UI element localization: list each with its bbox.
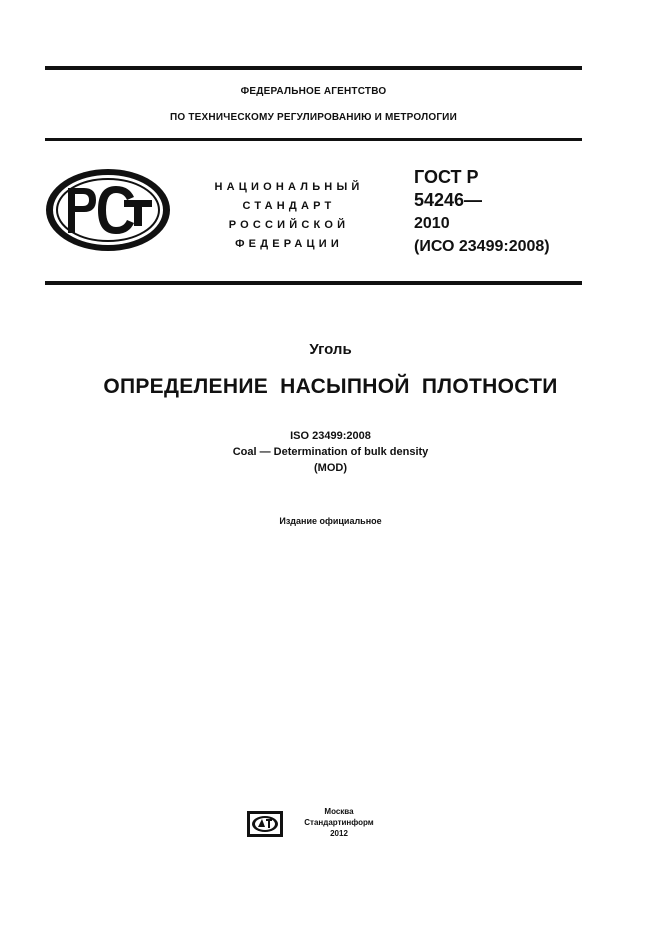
rst-certification-mark-icon — [44, 167, 172, 253]
designation-line-3: 2010 — [414, 215, 450, 232]
iso-mod: (MOD) — [314, 462, 347, 474]
publisher-year: 2012 — [330, 829, 348, 838]
iso-reference — [0, 428, 661, 476]
national-standard-line: РОССИЙСКОЙ — [228, 219, 350, 231]
national-standard-line: ФЕДЕРАЦИИ — [235, 238, 343, 250]
iso-number: ISO 23499:2008 — [290, 430, 371, 442]
publisher-name: Стандартинформ — [304, 818, 374, 827]
document-subject: Уголь — [309, 341, 352, 358]
edition-note: Издание официальное — [279, 516, 382, 526]
standard-designation — [414, 166, 550, 258]
national-standard-line: НАЦИОНАЛЬНЫЙ — [214, 181, 364, 193]
document-title: ОПРЕДЕЛЕНИЕ НАСЫПНОЙ ПЛОТНОСТИ — [103, 375, 558, 398]
top-rule — [45, 66, 582, 70]
standartinform-logo-icon — [246, 810, 284, 838]
agency-line-2: ПО ТЕХНИЧЕСКОМУ РЕГУЛИРОВАНИЮ И МЕТРОЛОГИИ — [170, 112, 457, 123]
middle-rule — [45, 138, 582, 141]
publisher-info — [296, 806, 382, 839]
national-standard-label — [196, 178, 382, 254]
designation-line-4: (ИСО 23499:2008) — [414, 238, 550, 255]
national-standard-line: СТАНДАРТ — [242, 200, 336, 212]
agency-line-1: ФЕДЕРАЛЬНОЕ АГЕНТСТВО — [240, 86, 387, 97]
designation-line-2: 54246— — [414, 190, 483, 210]
iso-title: Coal — Determination of bulk density — [232, 446, 429, 458]
designation-line-1: ГОСТ Р — [414, 167, 479, 187]
publisher-city: Москва — [324, 807, 354, 816]
bottom-rule — [45, 281, 582, 285]
